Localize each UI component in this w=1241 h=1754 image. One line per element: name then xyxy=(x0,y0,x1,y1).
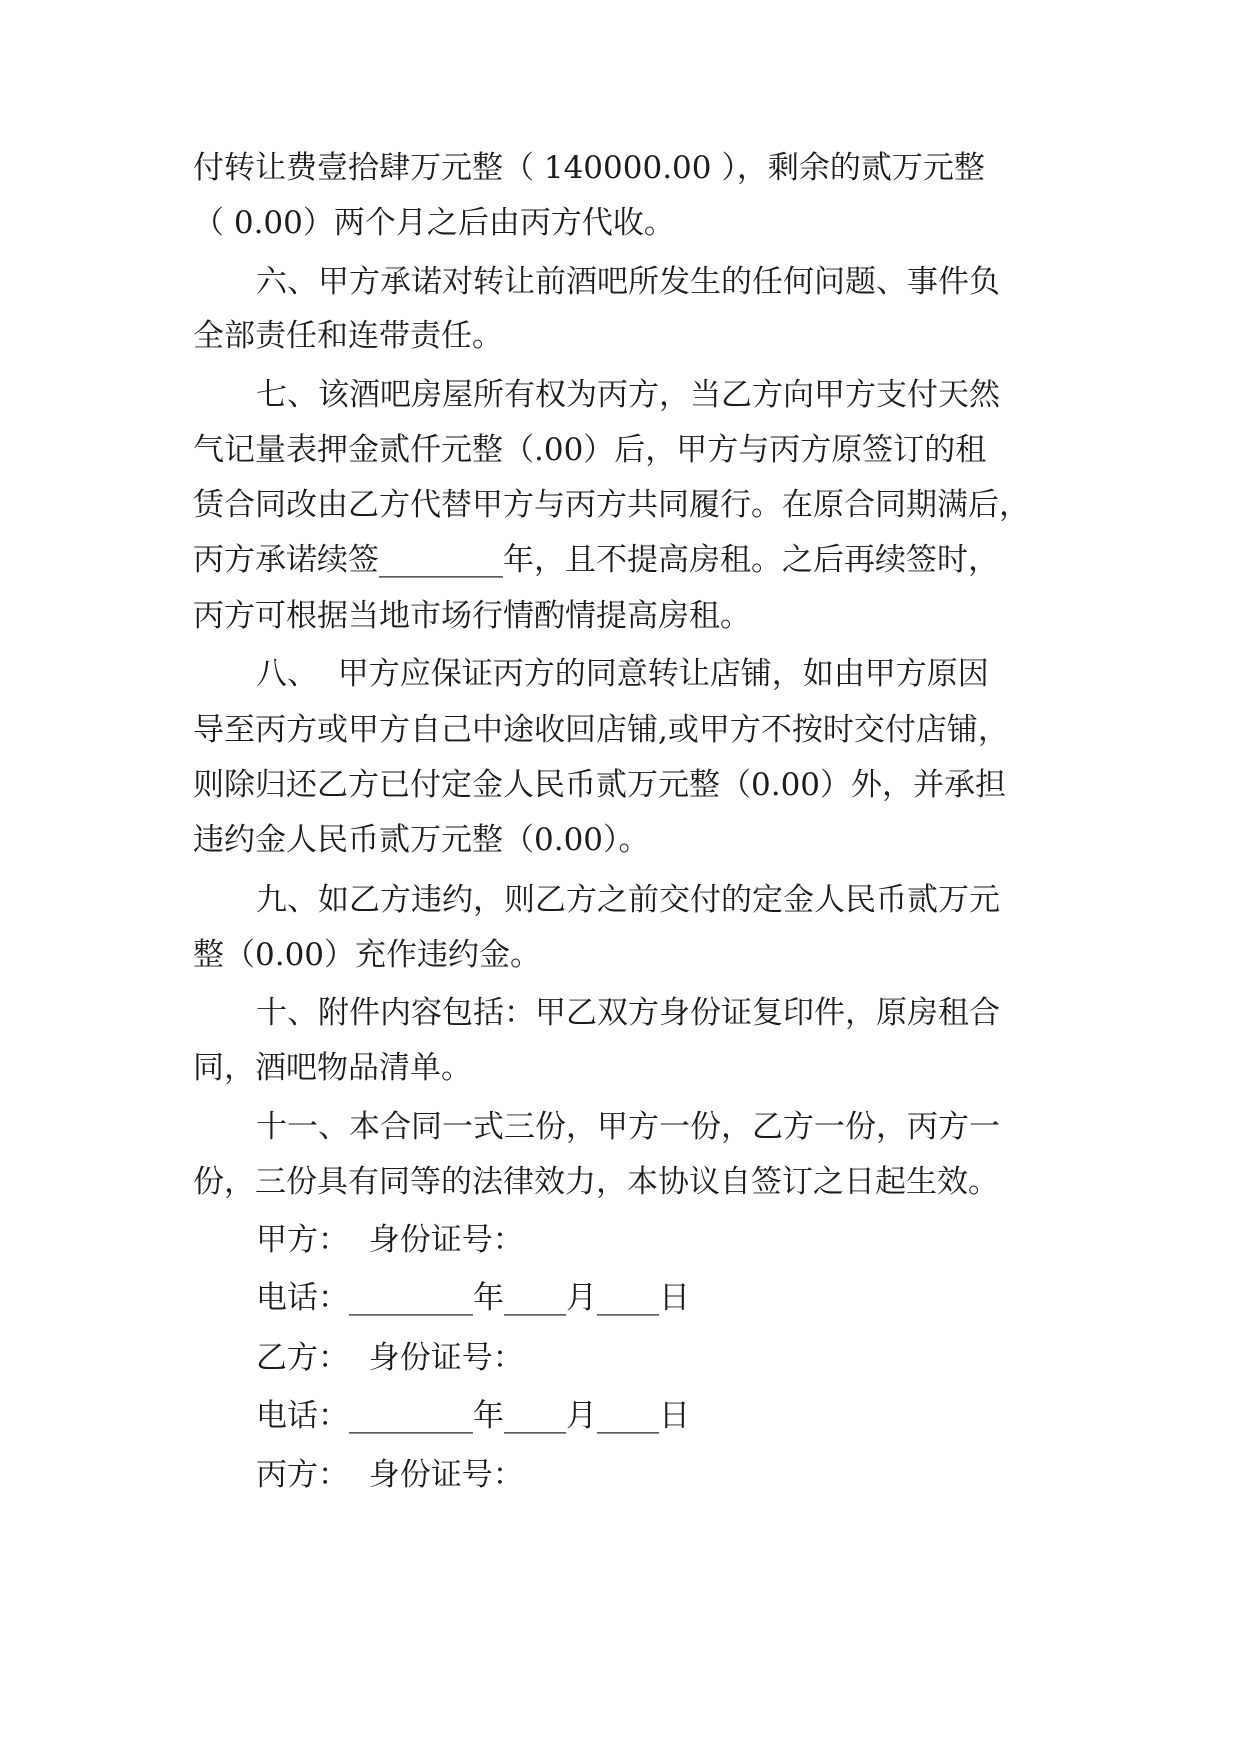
text-line: 十一、本合同一式三份，甲方一份，乙方一份，丙方一 xyxy=(256,1109,1000,1145)
text-line: 份，三份具有同等的法律效力，本协议自签订之日起生效。 xyxy=(193,1164,999,1200)
signature-phone-date-b: 电话：________年____月____日 xyxy=(256,1398,690,1434)
text-line: 赁合同改由乙方代替甲方与丙方共同履行。在原合同期满后， xyxy=(193,487,1030,523)
text-line: 九、如乙方违约，则乙方之前交付的定金人民币贰万元 xyxy=(256,882,1000,918)
text-line: 八、 甲方应保证丙方的同意转让店铺，如由甲方原因 xyxy=(256,656,989,692)
signature-phone-date-a: 电话：________年____月____日 xyxy=(256,1280,690,1316)
signature-party-c: 丙方： 身份证号： xyxy=(256,1457,524,1493)
text-line: 丙方可根据当地市场行情酌情提高房租。 xyxy=(193,598,751,634)
text-line: （ 0.00）两个月之后由丙方代收。 xyxy=(193,205,675,241)
text-line: 付转让费壹拾肆万元整（ 140000.00 ），剩余的贰万元整 xyxy=(193,150,985,186)
signature-party-a: 甲方： 身份证号： xyxy=(256,1222,524,1258)
text-line: 导至丙方或甲方自己中途收回店铺,或甲方不按时交付店铺， xyxy=(193,712,1009,748)
text-line: 则除归还乙方已付定金人民币贰万元整（0.00）外，并承担 xyxy=(193,767,1007,803)
text-line: 同，酒吧物品清单。 xyxy=(193,1050,472,1086)
text-line: 七、该酒吧房屋所有权为丙方，当乙方向甲方支付天然 xyxy=(256,377,1000,413)
text-line: 违约金人民币贰万元整（0.00）。 xyxy=(193,822,650,858)
text-line: 六、甲方承诺对转让前酒吧所发生的任何问题、事件负 xyxy=(256,264,1000,300)
signature-party-b: 乙方： 身份证号： xyxy=(256,1340,524,1376)
text-line: 整（0.00）充作违约金。 xyxy=(193,937,542,973)
text-line: 十、附件内容包括：甲乙双方身份证复印件，原房租合 xyxy=(256,995,1000,1031)
text-line: 气记量表押金贰仟元整（.00）后，甲方与丙方原签订的租 xyxy=(193,432,987,468)
text-line: 全部责任和连带责任。 xyxy=(193,318,503,354)
text-line: 丙方承诺续签________年，且不提高房租。之后再续签时， xyxy=(193,542,999,578)
